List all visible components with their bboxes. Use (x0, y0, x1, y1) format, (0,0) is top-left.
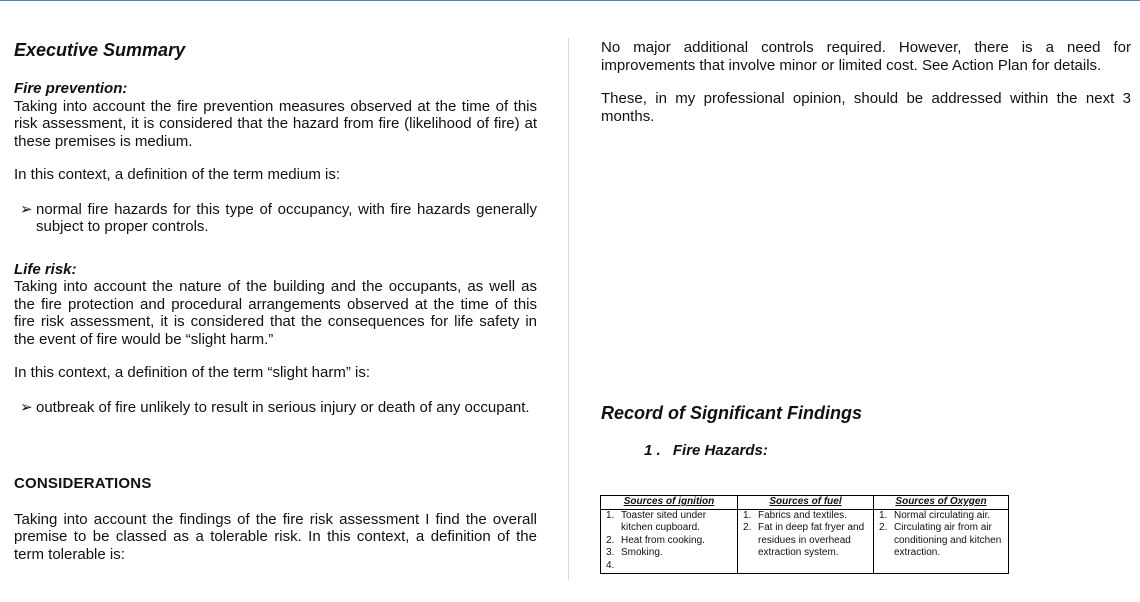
list-item: 1. Toaster sited under kitchen cupboard. (606, 509, 707, 533)
ignition-cell (601, 509, 738, 574)
section-number: 1 . (644, 442, 661, 459)
fire-hazards-table (600, 495, 1009, 574)
fire-hazards-table-wrap (600, 495, 1009, 574)
controls-paragraph: No major additional controls required. However, there is a need for improvements that involve minor or limited cost. See Action Plan for details. (601, 39, 1131, 74)
slight-harm-definition-bullet (14, 399, 537, 417)
section-title: Fire Hazards: (672, 442, 768, 459)
list-item: 2. Fat in deep fat fryer and residues in overhead extraction system. (743, 522, 865, 558)
slight-harm-definition-intro: In this context, a definition of the term “slight harm” is: (14, 364, 370, 381)
left-column (14, 39, 537, 563)
medium-definition-text: normal fire hazards for this type of occupancy, with fire hazards generally subject to proper controls. (36, 200, 537, 235)
fire-prevention-heading: Fire prevention: (14, 80, 128, 97)
oxygen-cell (874, 509, 1009, 574)
list-item: 1. Fabrics and textiles. (743, 509, 847, 521)
list-item: 2. Heat from cooking. (606, 534, 705, 546)
medium-definition-intro: In this context, a definition of the term medium is: (14, 166, 340, 183)
executive-summary-heading: Executive Summary (14, 40, 186, 60)
fire-hazards-section (644, 442, 768, 459)
slight-harm-definition-text: outbreak of fire unlikely to result in serious injury or death of any occupant. (36, 398, 530, 416)
list-item: 2. Circulating air from air conditioning and kitchen extraction. (879, 522, 1002, 558)
right-column (601, 39, 1131, 125)
list-item: 1. Normal circulating air. (879, 509, 991, 521)
top-border-line (0, 0, 1140, 1)
column-divider (568, 38, 569, 580)
fuel-cell (738, 509, 874, 574)
ignition-header: Sources of ignition (601, 496, 738, 510)
fuel-header: Sources of fuel (738, 496, 874, 510)
fire-prevention-text: Taking into account the fire prevention measures observed at the time of this risk assessment, it is considered that the hazard from fire (likelihood of fire) at these premises is medium. (14, 97, 537, 150)
considerations-text: Taking into account the findings of the fire risk assessment I find the overall premise to be classed as a tolerable risk. In this context, a definition of the term tolerable is: (14, 510, 537, 563)
oxygen-header: Sources of Oxygen (874, 496, 1009, 510)
list-item: 3. Smoking. (606, 547, 663, 558)
list-item: 4. (606, 559, 615, 571)
life-risk-heading: Life risk: (14, 260, 77, 278)
bullet-arrow-icon: ➢ (20, 398, 33, 416)
significant-findings-heading: Record of Significant Findings (601, 403, 862, 423)
considerations-heading: CONSIDERATIONS (14, 475, 152, 492)
medium-definition-bullet (14, 201, 537, 236)
life-risk-text: Taking into account the nature of the building and the occupants, as well as the fire protection and procedural arrangements observed at the time of this fire risk assessment, it is considered that the consequences for life safety in the event of fire would be “slight harm.” (14, 278, 537, 348)
timeframe-paragraph: These, in my professional opinion, should be addressed within the next 3 months. (601, 90, 1131, 125)
bullet-arrow-icon: ➢ (20, 200, 33, 218)
